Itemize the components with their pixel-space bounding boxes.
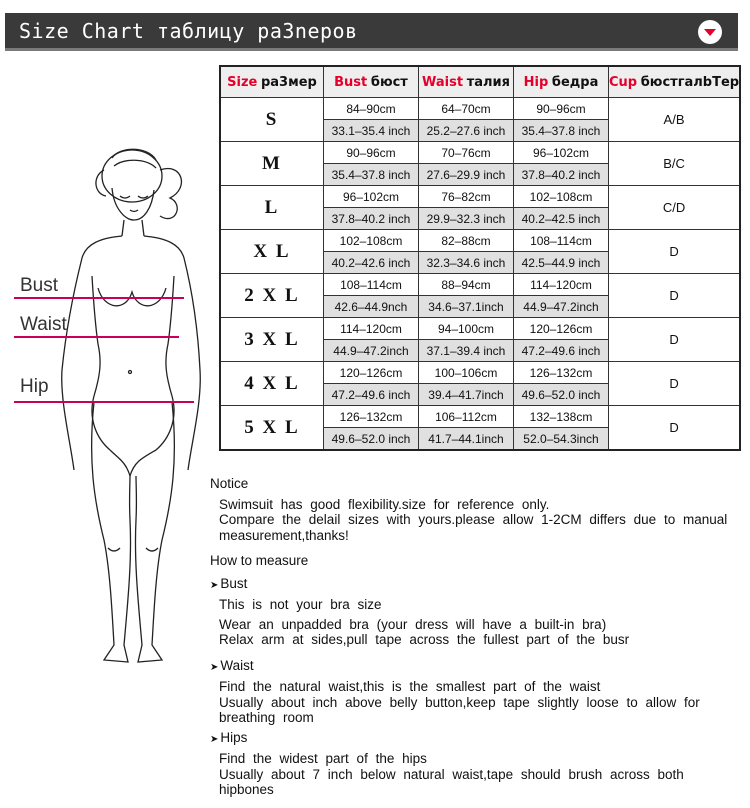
bust-line-1: This is not your bra size — [219, 597, 382, 612]
section-title-bust: ➤ Bust — [210, 575, 248, 591]
waist-cm-cell: 100–106cm — [419, 362, 514, 384]
header-waist: Waist талия — [419, 66, 514, 98]
waist-inch-cell: 39.4–41.7inch — [419, 384, 514, 406]
hip-cm-cell: 96–102cm — [514, 142, 609, 164]
bust-inch-cell: 47.2–49.6 inch — [324, 384, 419, 406]
waist-inch-cell: 37.1–39.4 inch — [419, 340, 514, 362]
bust-line — [14, 297, 184, 299]
cup-cell: B/C — [609, 142, 741, 186]
waist-inch-cell: 25.2–27.6 inch — [419, 120, 514, 142]
notice-line: Compare the delail sizes with yours.please allow 1-2CM differs due to manual measurement,thanks! — [219, 512, 728, 543]
hip-label: Hip — [20, 376, 49, 397]
table-row — [220, 362, 740, 384]
hip-inch-cell: 40.2–42.5 inch — [514, 208, 609, 230]
bust-cm-cell: 126–132cm — [324, 406, 419, 428]
size-chart-table — [219, 65, 741, 451]
hip-cm-cell: 90–96cm — [514, 98, 609, 120]
table-row — [220, 318, 740, 340]
waist-cm-cell: 70–76cm — [419, 142, 514, 164]
bust-cm-cell: 102–108cm — [324, 230, 419, 252]
size-cell: M — [220, 142, 324, 186]
waist-inch-cell: 32.3–34.6 inch — [419, 252, 514, 274]
waist-inch-cell: 34.6–37.1inch — [419, 296, 514, 318]
header-cup: Cup бюстгалbТер — [609, 66, 741, 98]
waist-cm-cell: 88–94cm — [419, 274, 514, 296]
hips-line-1: Find the widest part of the hips — [219, 751, 427, 766]
header-size: Size pa3мep — [220, 66, 324, 98]
waist-cm-cell: 82–88cm — [419, 230, 514, 252]
table-row — [220, 406, 740, 428]
waist-inch-cell: 27.6–29.9 inch — [419, 164, 514, 186]
size-cell: 5 X L — [220, 406, 324, 451]
table-row — [220, 186, 740, 208]
table-row — [220, 230, 740, 252]
bust-inch-cell: 42.6–44.9nch — [324, 296, 419, 318]
cup-cell: D — [609, 362, 741, 406]
waist-cm-cell: 94–100cm — [419, 318, 514, 340]
page-title: Size Chart таблицу pa3nepoв — [19, 19, 358, 43]
bust-cm-cell: 84–90cm — [324, 98, 419, 120]
bust-cm-cell: 90–96cm — [324, 142, 419, 164]
hip-inch-cell: 42.5–44.9 inch — [514, 252, 609, 274]
waist-inch-cell: 29.9–32.3 inch — [419, 208, 514, 230]
hip-inch-cell: 37.8–40.2 inch — [514, 164, 609, 186]
bust-inch-cell: 37.8–40.2 inch — [324, 208, 419, 230]
header-bar — [5, 13, 738, 51]
cup-cell: D — [609, 406, 741, 451]
size-cell: S — [220, 98, 324, 142]
size-cell: X L — [220, 230, 324, 274]
hip-line — [14, 401, 194, 403]
cup-cell: D — [609, 274, 741, 318]
table-row — [220, 274, 740, 296]
table-row — [220, 98, 740, 120]
bust-inch-cell: 49.6–52.0 inch — [324, 428, 419, 451]
waist-cm-cell: 76–82cm — [419, 186, 514, 208]
size-cell: 3 X L — [220, 318, 324, 362]
hip-inch-cell: 52.0–54.3inch — [514, 428, 609, 451]
hip-cm-cell: 120–126cm — [514, 318, 609, 340]
cup-cell: C/D — [609, 186, 741, 230]
bust-cm-cell: 120–126cm — [324, 362, 419, 384]
table-row — [220, 142, 740, 164]
size-cell: 4 X L — [220, 362, 324, 406]
hip-cm-cell: 102–108cm — [514, 186, 609, 208]
section-title-waist: ➤ Waist — [210, 657, 254, 673]
hip-cm-cell: 126–132cm — [514, 362, 609, 384]
waist-line — [14, 336, 179, 338]
hip-cm-cell: 132–138cm — [514, 406, 609, 428]
waist-line-2: Usually about inch above belly button,keep tape slightly loose to allow for breathing room — [219, 694, 700, 725]
bust-inch-cell: 40.2–42.6 inch — [324, 252, 419, 274]
waist-cm-cell: 106–112cm — [419, 406, 514, 428]
bust-cm-cell: 96–102cm — [324, 186, 419, 208]
table-header-row — [220, 66, 740, 98]
cup-cell: D — [609, 230, 741, 274]
notes-section — [210, 476, 738, 798]
waist-inch-cell: 41.7–44.1inch — [419, 428, 514, 451]
size-cell: 2 X L — [220, 274, 324, 318]
bust-inch-cell: 44.9–47.2inch — [324, 340, 419, 362]
hip-inch-cell: 49.6–52.0 inch — [514, 384, 609, 406]
hip-cm-cell: 114–120cm — [514, 274, 609, 296]
hips-line-2: Usually about 7 inch below natural waist,tape should brush across both hipbones — [219, 766, 684, 797]
bust-line-2: Wear an unpadded bra (your dress will have a built-in bra) — [219, 616, 607, 632]
header-bust: Bust бюст — [324, 66, 419, 98]
waist-label: Waist — [20, 314, 67, 335]
hip-inch-cell: 35.4–37.8 inch — [514, 120, 609, 142]
waist-line-1: Find the natural waist,this is the smallest part of the waist — [219, 679, 601, 694]
header-hip: Hip бедра — [514, 66, 609, 98]
arrow-icon: ➤ — [210, 733, 219, 745]
bust-label: Bust — [20, 275, 59, 296]
arrow-icon: ➤ — [210, 661, 219, 673]
hip-inch-cell: 47.2–49.6 inch — [514, 340, 609, 362]
bust-inch-cell: 33.1–35.4 inch — [324, 120, 419, 142]
notice-line: Swimsuit has good flexibility.size for reference only. — [219, 496, 550, 512]
arrow-icon: ➤ — [210, 579, 219, 591]
bust-cm-cell: 108–114cm — [324, 274, 419, 296]
cup-cell: D — [609, 318, 741, 362]
bust-cm-cell: 114–120cm — [324, 318, 419, 340]
notice-title: Notice — [210, 476, 249, 491]
section-title-hips: ➤ Hips — [210, 729, 248, 745]
hip-cm-cell: 108–114cm — [514, 230, 609, 252]
cup-cell: A/B — [609, 98, 741, 142]
bust-line-3: Relax arm at sides,pull tape across the fullest part of the busr — [219, 632, 630, 647]
how-to-measure-title: How to measure — [210, 553, 309, 568]
hip-inch-cell: 44.9–47.2inch — [514, 296, 609, 318]
waist-cm-cell: 64–70cm — [419, 98, 514, 120]
chevron-down-icon[interactable] — [698, 20, 722, 44]
size-cell: L — [220, 186, 324, 230]
bust-inch-cell: 35.4–37.8 inch — [324, 164, 419, 186]
